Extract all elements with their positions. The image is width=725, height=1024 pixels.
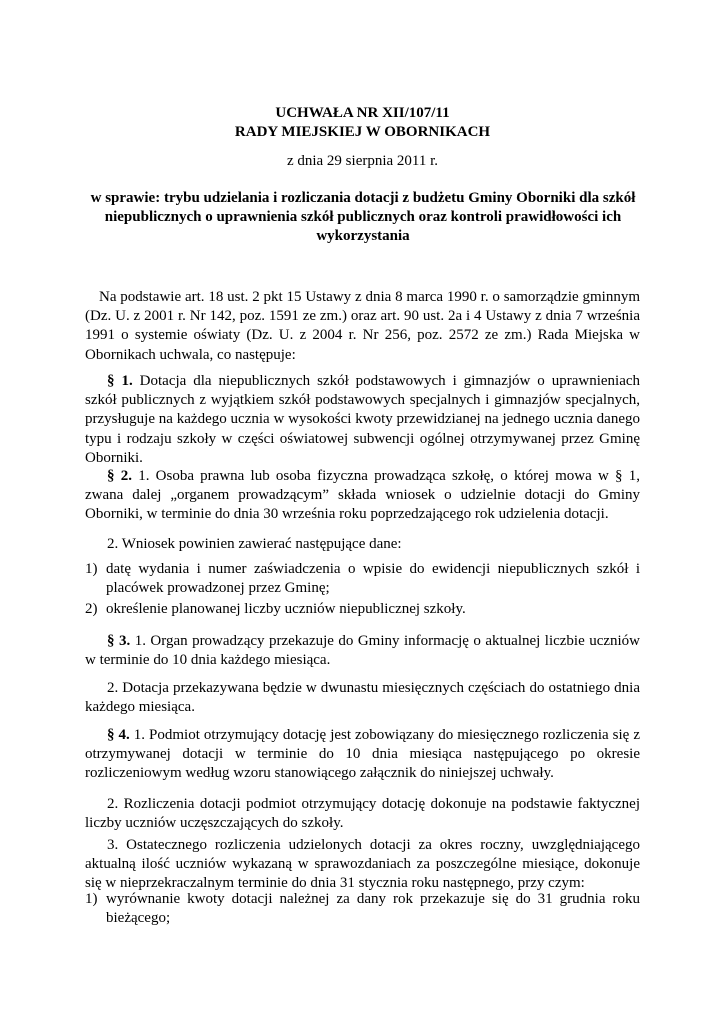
section-1-label: § 1. bbox=[107, 373, 133, 389]
resolution-number: UCHWAŁA NR XII/107/11 bbox=[275, 105, 450, 121]
list-item-text: określenie planowanej liczby uczniów niepublicznej szkoły. bbox=[106, 601, 466, 617]
section-2-paragraph-2: 2. Wniosek powinien zawierać następujące dane: bbox=[107, 536, 402, 552]
section-2-list-item bbox=[85, 600, 640, 619]
section-4-p1-text: 1. Podmiot otrzymujący dotację jest zobowiązany do miesięcznego rozliczenia się z otrzymywanej dotacji w terminie do 10 dnia miesiąca następującego po okresie rozliczeniowym według wzoru stanowiącego załącznik do niniejszej uchwały. bbox=[85, 727, 640, 782]
section-3-paragraph-1 bbox=[85, 632, 640, 670]
section-4-paragraph-1 bbox=[85, 726, 640, 784]
section-2-label: § 2. bbox=[107, 468, 132, 484]
resolution-subject: w sprawie: trybu udzielania i rozliczania dotacji z budżetu Gminy Oborniki dla szkół niepublicznych o uprawnienia szkół publicznych oraz kontroli prawidłowości ich wykorzystania bbox=[90, 190, 636, 244]
section-1-text: Dotacja dla niepublicznych szkół podstawowych i gimnazjów o uprawnieniach szkół publicznych z wyjątkiem szkół podstawowych specjalnych i gimnazjów specjalnych, przysługuje na każdego ucznia w wysokości kwoty przewidzianej na jednego ucznia danego typu i rodzaju szkoły w części oświatowej subwencji ogólnej otrzymywanej przez Gminę Oborniki. bbox=[85, 373, 641, 466]
resolution-date: z dnia 29 sierpnia 2011 r. bbox=[286, 153, 439, 169]
section-2-paragraph-1 bbox=[85, 467, 640, 525]
section-3-p1-text: 1. Organ prowadzący przekazuje do Gminy informację o aktualnej liczbie uczniów w terminie do 10 dnia każdego miesiąca. bbox=[85, 633, 641, 669]
list-item-text: wyrównanie kwoty dotacji należnej za dany rok przekazuje się do 31 grudnia roku bieżącego; bbox=[106, 891, 640, 927]
list-item-number: 1) bbox=[85, 891, 98, 907]
list-item-number: 1) bbox=[85, 561, 98, 577]
section-4-paragraph-3: 3. Ostatecznego rozliczenia udzielonych dotacji za okres roczny, uwzględniającego aktualną ilość uczniów wykazaną w sprawozdaniach za poszczególne miesiące, dokonuje się w nieprzekraczalnym terminie do dnia 31 stycznia roku następnego, przy czym: bbox=[85, 837, 640, 892]
section-4-paragraph-2: 2. Rozliczenia dotacji podmiot otrzymujący dotację dokonuje na podstawie faktycznej liczby uczniów uczęszczających do szkoły. bbox=[85, 796, 640, 832]
section-2-p1-text: 1. Osoba prawna lub osoba fizyczna prowadząca szkołę, o której mowa w § 1, zwana dalej „organem prowadzącym” składa wniosek o udzielnie dotacji do Gminy Oborniki, w terminie do dnia 30 września roku poprzedzającego rok udzielenia dotacji. bbox=[85, 468, 641, 523]
council-name: RADY MIEJSKIEJ W OBORNIKACH bbox=[234, 124, 491, 140]
section-3-paragraph-2: 2. Dotacja przekazywana będzie w dwunastu miesięcznych częściach do ostatniego dnia każdego miesiąca. bbox=[85, 680, 640, 716]
list-item-text: datę wydania i numer zaświadczenia o wpisie do ewidencji niepublicznych szkół i placówek prowadzonej przez Gminę; bbox=[106, 561, 640, 597]
section-4-label: § 4. bbox=[107, 727, 130, 743]
list-item-number: 2) bbox=[85, 601, 98, 617]
preamble: Na podstawie art. 18 ust. 2 pkt 15 Ustawy z dnia 8 marca 1990 r. o samorządzie gminnym (Dz. U. z 2001 r. Nr 142, poz. 1591 ze zm.) oraz art. 90 ust. 2a i 4 Ustawy z dnia 7 września 1991 o systemie oświaty (Dz. U. z 2004 r. Nr 256, poz. 2572 ze zm.) Rada Miejska w Obornikach uchwala, co następuje: bbox=[85, 289, 640, 363]
section-3-label: § 3. bbox=[107, 633, 131, 649]
section-1 bbox=[85, 372, 640, 468]
section-2-list-item bbox=[85, 560, 640, 598]
section-4-list-item bbox=[85, 890, 640, 928]
